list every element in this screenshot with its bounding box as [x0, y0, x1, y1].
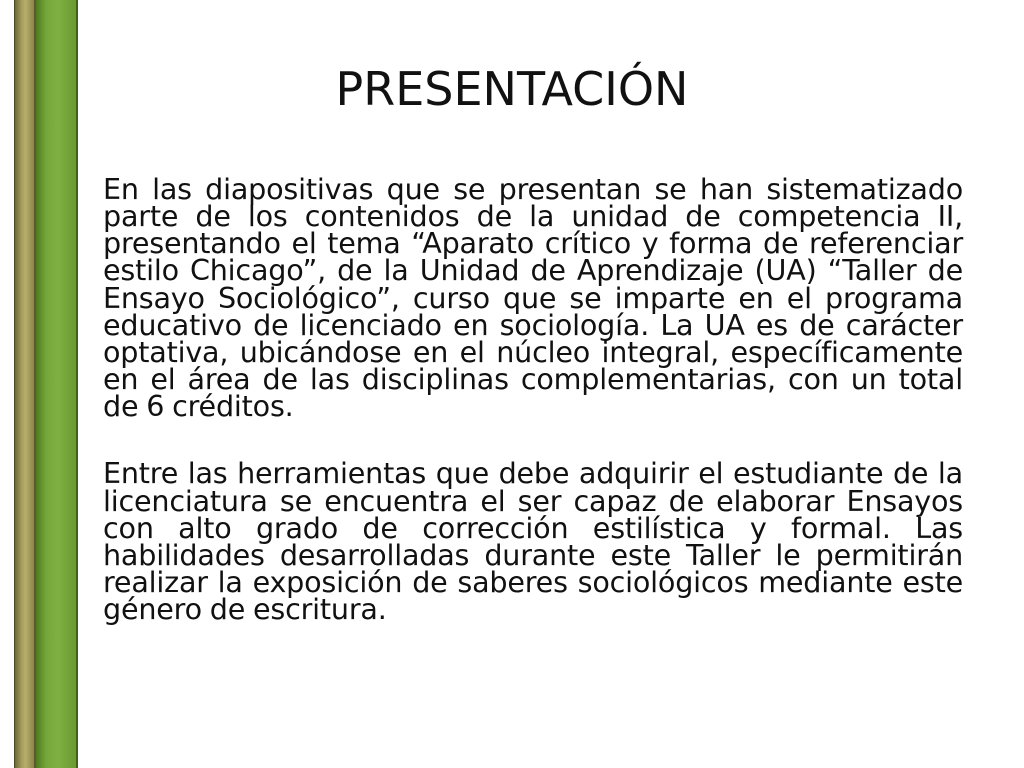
slide-title: PRESENTACIÓN	[335, 62, 689, 116]
decorative-green-bar	[36, 0, 78, 768]
slide-body	[103, 172, 963, 627]
body-paragraph-2: Entre las herramientas que debe adquirir el estudiante de la licenciatura se encuentra el ser capaz de elaborar Ensayos con alto grado de corrección estilística y formal. Las habilidades desarrolladas durante este Taller le permitirán realizar la exposición de saberes sociológicos mediante este género de escritura.	[103, 456, 963, 627]
decorative-olive-bar	[14, 0, 36, 768]
body-paragraph-1: En las diapositivas que se presentan se han sistematizado parte de los contenidos de la unidad de competencia II, presentando el tema “Aparato crítico y forma de referenciar estilo Chicago”, de la Unidad de Aprendizaje (UA) “Taller de Ensayo Sociológico”, curso que se imparte en el programa educativo de licenciado en sociología. La UA es de carácter optativa, ubicándose en el núcleo integral, específicamente en el área de las disciplinas complementarias, con un total de 6 créditos.	[103, 172, 963, 424]
